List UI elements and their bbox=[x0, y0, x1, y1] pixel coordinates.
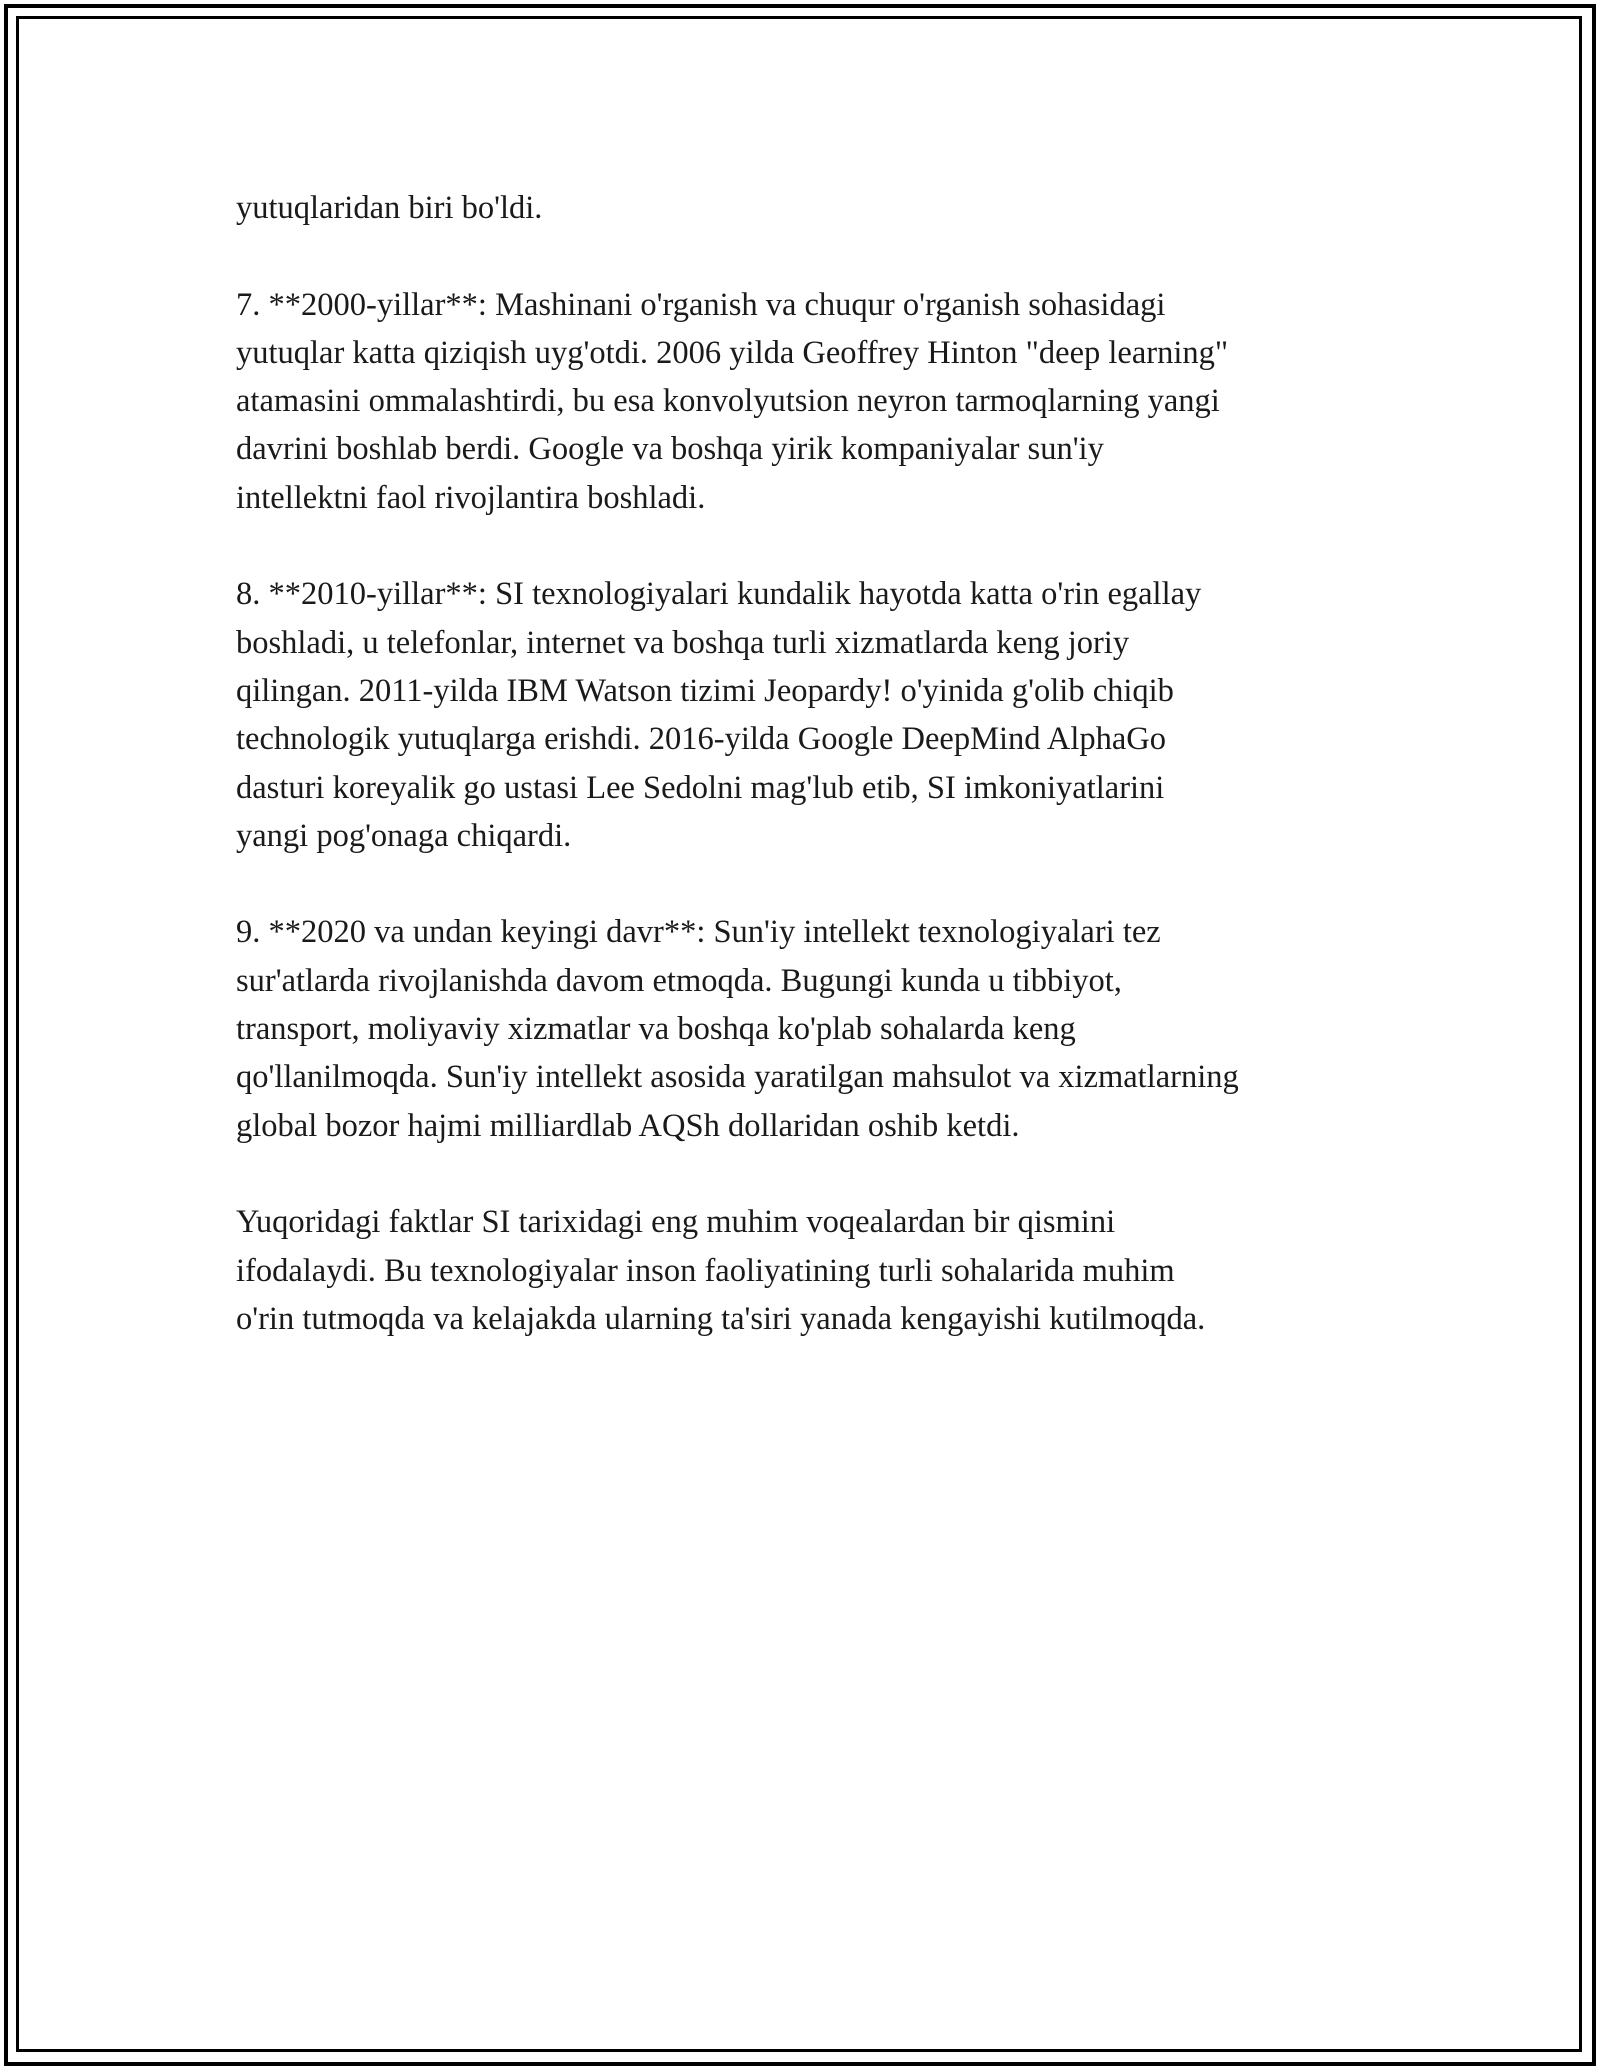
text-line: technologik yutuqlarga erishdi. 2016-yilda Google DeepMind AlphaGo bbox=[236, 721, 1166, 758]
text-line: yutuqlar katta qiziqish uyg'otdi. 2006 yilda Geoffrey Hinton "deep learning" bbox=[236, 334, 1229, 371]
text-line: 7. **2000-yillar**: Mashinani o'rganish va chuqur o'rganish sohasidagi bbox=[236, 286, 1166, 323]
text-line: sur'atlarda rivojlanishda davom etmoqda. Bugungi kunda u tibbiyot, bbox=[236, 962, 1122, 999]
text-line: global bozor hajmi milliardlab AQSh dollaridan oshib ketdi. bbox=[236, 1107, 1020, 1144]
text-line: o'rin tutmoqda va kelajakda ularning ta'siri yanada kengayishi kutilmoqda. bbox=[236, 1300, 1206, 1337]
text-line: dasturi koreyalik go ustasi Lee Sedolni mag'lub etib, SI imkoniyatlarini bbox=[236, 769, 1165, 806]
text-line: 8. **2010-yillar**: SI texnologiyalari kundalik hayotda katta o'rin egallay bbox=[236, 576, 1202, 613]
paragraph-2000s bbox=[236, 281, 1376, 522]
text-line: transport, moliyaviy xizmatlar va boshqa ko'plab sohalarda keng bbox=[236, 1011, 1076, 1048]
text-line: Yuqoridagi faktlar SI tarixidagi eng muhim voqealardan bir qismini bbox=[236, 1204, 1116, 1241]
paragraph-continuation bbox=[236, 184, 1376, 232]
text-line: atamasini ommalashtirdi, bu esa konvolyutsion neyron tarmoqlarning yangi bbox=[236, 383, 1220, 420]
text-line: boshladi, u telefonlar, internet va boshqa turli xizmatlarda keng joriy bbox=[236, 624, 1130, 661]
text-line: qilingan. 2011-yilda IBM Watson tizimi Jeopardy! o'yinida g'olib chiqib bbox=[236, 672, 1174, 709]
text-line: intellektni faol rivojlantira boshladi. bbox=[236, 479, 706, 516]
text-line: yutuqlaridan biri bo'ldi. bbox=[236, 190, 543, 226]
text-line: yangi pog'onaga chiqardi. bbox=[236, 817, 572, 854]
paragraph-2020s bbox=[236, 908, 1376, 1149]
document-body bbox=[236, 184, 1376, 1391]
text-line: qo'llanilmoqda. Sun'iy intellekt asosida yaratilgan mahsulot va xizmatlarning bbox=[236, 1059, 1239, 1096]
text-line: ifodalaydi. Bu texnologiyalar inson faoliyatining turli sohalarida muhim bbox=[236, 1252, 1175, 1289]
paragraph-conclusion bbox=[236, 1198, 1376, 1343]
text-line: 9. **2020 va undan keyingi davr**: Sun'iy intellekt texnologiyalari tez bbox=[236, 914, 1161, 951]
paragraph-2010s bbox=[236, 570, 1376, 860]
text-line: davrini boshlab berdi. Google va boshqa yirik kompaniyalar sun'iy bbox=[236, 431, 1104, 468]
